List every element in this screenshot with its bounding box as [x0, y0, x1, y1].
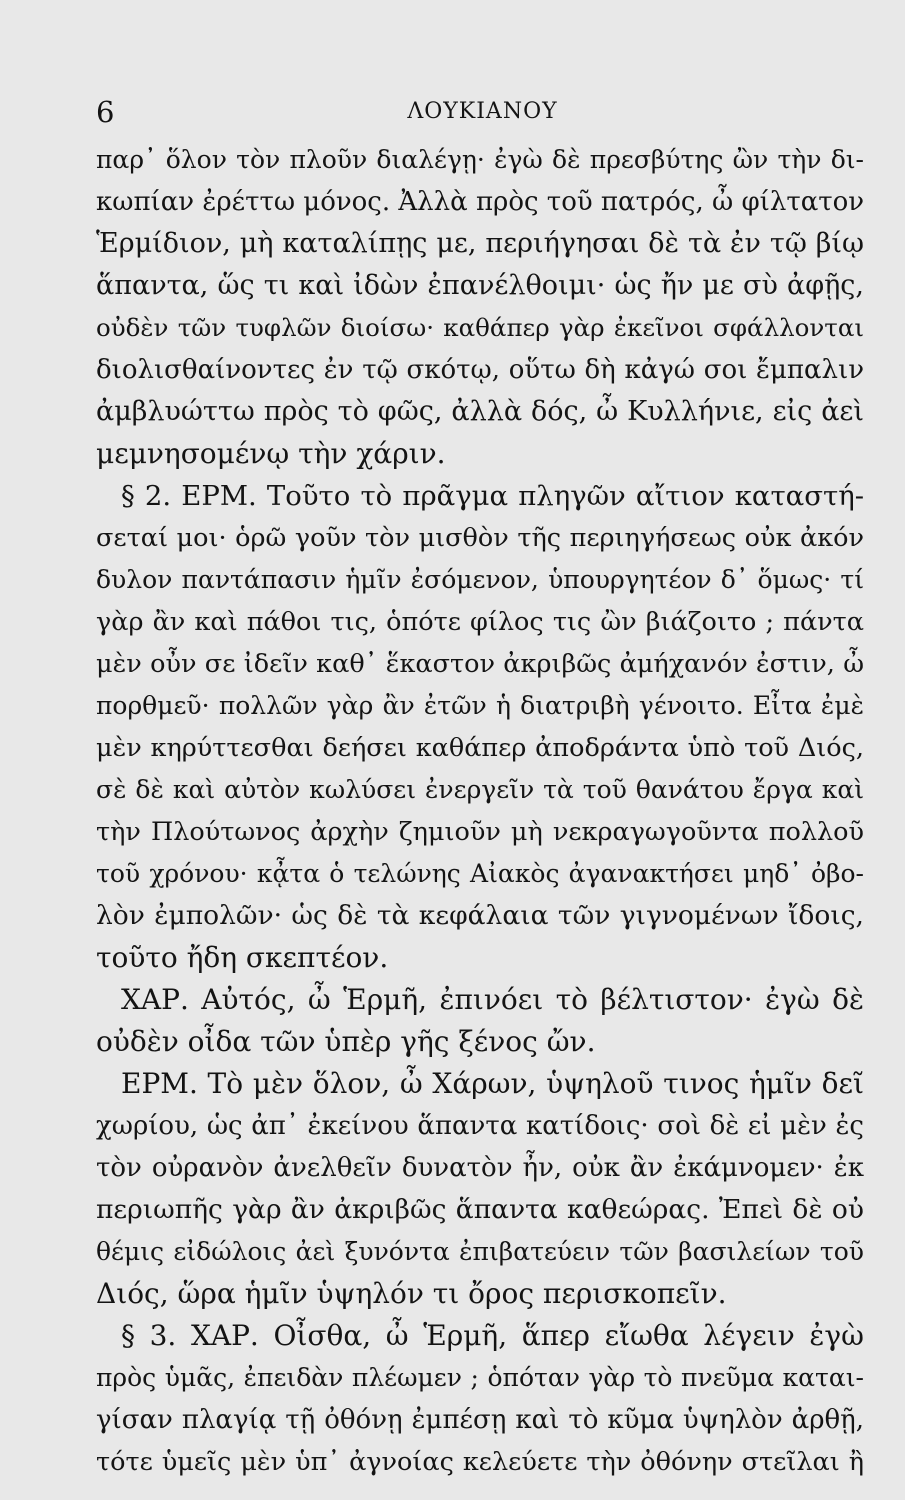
- page-number: 6: [96, 95, 115, 129]
- text-line: γίσαν πλαγίᾳ τῇ ὀθόνῃ ἐμπέσῃ καὶ τὸ κῦμα ὑψηλὸν ἀρθῇ,: [96, 1405, 864, 1435]
- speaker-line: ΧΑΡ. Αὐτός, ὦ Ἑρμῆ, ἐπινόει τὸ βέλτιστον· ἐγὼ δὲ: [121, 983, 864, 1016]
- text-line: τοῦτο ἤδη σκεπτέον.: [96, 941, 389, 974]
- text-line: δυλον παντάπασιν ἡμῖν ἐσόμενον, ὑπουργητέον δ᾽ ὅμως· τί: [96, 565, 864, 594]
- text-line: διολισθαίνοντες ἐν τῷ σκότῳ, οὕτω δὴ κἀγώ σοι ἔμπαλιν: [96, 355, 864, 385]
- text-line: παρ᾽ ὅλον τὸν πλοῦν διαλέγῃ· ἐγὼ δὲ πρεσβύτης ὢν τὴν δι-: [96, 145, 864, 174]
- text-line: οὐδὲν οἶδα τῶν ὑπὲρ γῆς ξένος ὤν.: [96, 1025, 596, 1058]
- text-line: μὲν κηρύττεσθαι δεήσει καθάπερ ἀποδράντα ὑπὸ τοῦ Διός,: [96, 733, 864, 763]
- text-line: κωπίαν ἐρέττω μόνος. Ἀλλὰ πρὸς τοῦ πατρός, ὦ φίλτατον: [96, 187, 864, 217]
- section-heading-line: § 2. ΕΡΜ. Τοῦτο τὸ πρᾶγμα πληγῶν αἴτιον καταστή-: [121, 480, 864, 512]
- text-line: λὸν ἐμπολῶν· ὡς δὲ τὰ κεφάλαια τῶν γιγνομένων ἴδοις,: [96, 900, 864, 931]
- running-title: ΛΟΥΚΙΑΝΟΥ: [407, 99, 558, 124]
- text-line: τοῦ χρόνου· κᾆτα ὁ τελώνης Αἰακὸς ἀγανακτήσει μηδ᾽ ὀβο-: [96, 859, 864, 888]
- text-line: χωρίου, ὡς ἀπ᾽ ἐκείνου ἅπαντα κατίδοις· σοὶ δὲ εἰ μὲν ἐς: [96, 1111, 864, 1141]
- text-line: γὰρ ἂν καὶ πάθοι τις, ὁπότε φίλος τις ὢν βιάζοιτο ; πάντα: [96, 607, 864, 637]
- text-line: Ἑρμίδιον, μὴ καταλίπῃς με, περιήγησαι δὲ τὰ ἐν τῷ βίῳ: [96, 228, 864, 259]
- text-line: τότε ὑμεῖς μὲν ὑπ᾽ ἀγνοίας κελεύετε τὴν ὀθόνην στεῖλαι ἢ: [96, 1447, 864, 1477]
- speaker-line: ΕΡΜ. Τὸ μὲν ὅλον, ὦ Χάρων, ὑψηλοῦ τινος ἡμῖν δεῖ: [121, 1067, 864, 1100]
- text-line: οὐδὲν τῶν τυφλῶν διοίσω· καθάπερ γὰρ ἐκεῖνοι σφάλλονται: [96, 313, 864, 342]
- text-line: σὲ δὲ καὶ αὐτὸν κωλύσει ἐνεργεῖν τὰ τοῦ θανάτου ἔργα καὶ: [96, 775, 864, 804]
- text-line: ἀμβλυώττω πρὸς τὸ φῶς, ἀλλὰ δός, ὦ Κυλλήνιε, εἰς ἀεὶ: [96, 396, 864, 427]
- text-line: τὴν Πλούτωνος ἀρχὴν ζημιοῦν μὴ νεκραγωγοῦντα πολλοῦ: [96, 817, 864, 847]
- text-line: πορθμεῦ· πολλῶν γὰρ ἂν ἐτῶν ἡ διατριβὴ γένοιτο. Εἶτα ἐμὲ: [96, 691, 864, 720]
- section-heading-line: § 3. ΧΑΡ. Οἶσθα, ὦ Ἑρμῆ, ἅπερ εἴωθα λέγειν ἐγὼ: [121, 1319, 864, 1352]
- text-line: Διός, ὥρα ἡμῖν ὑψηλόν τι ὄρος περισκοπεῖν.: [96, 1277, 727, 1310]
- text-line: σεταί μοι· ὁρῶ γοῦν τὸν μισθὸν τῆς περιηγήσεως οὐκ ἀκόν: [96, 523, 864, 553]
- text-line: περιωπῆς γὰρ ἂν ἀκριβῶς ἅπαντα καθεώρας. Ἐπεὶ δὲ οὐ: [96, 1194, 864, 1225]
- text-line: πρὸς ὑμᾶς, ἐπειδὰν πλέωμεν ; ὁπόταν γὰρ τὸ πνεῦμα καται-: [96, 1363, 864, 1392]
- text-line: μὲν οὖν σε ἰδεῖν καθ᾽ ἕκαστον ἀκριβῶς ἀμήχανόν ἐστιν, ὦ: [96, 649, 864, 679]
- running-head: [96, 92, 869, 132]
- text-line: ἅπαντα, ὥς τι καὶ ἰδὼν ἐπανέλθοιμι· ὡς ἤν με σὺ ἀφῇς,: [96, 270, 864, 301]
- text-line: θέμις εἰδώλοις ἀεὶ ξυνόντα ἐπιβατεύειν τῶν βασιλείων τοῦ: [96, 1237, 864, 1266]
- text-line: μεμνησομένῳ τὴν χάριν.: [96, 437, 446, 470]
- text-line: τὸν οὐρανὸν ἀνελθεῖν δυνατὸν ἦν, οὐκ ἂν ἐκάμνομεν· ἐκ: [96, 1153, 864, 1183]
